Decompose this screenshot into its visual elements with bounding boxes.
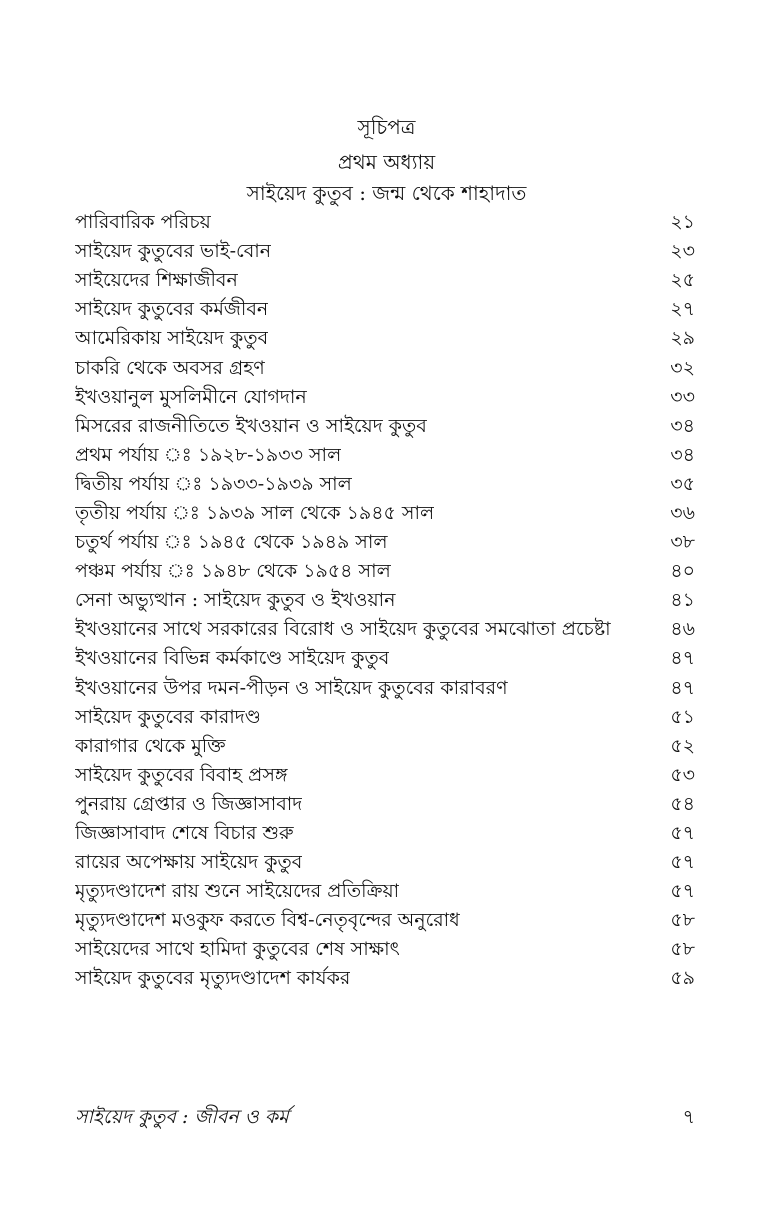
toc-entry-page: ৩৮ bbox=[670, 531, 695, 554]
toc-entry bbox=[75, 819, 695, 848]
toc-entry-title: জিজ্ঞাসাবাদ শেষে বিচার শুরু bbox=[75, 822, 294, 845]
toc-entry-title: পুনরায় গ্রেপ্তার ও জিজ্ঞাসাবাদ bbox=[75, 792, 303, 815]
toc-entry-title: সাইয়েদ কুতুবের কারাদণ্ড bbox=[75, 705, 261, 728]
toc-entry bbox=[75, 674, 695, 703]
toc-entry-title: সাইয়েদ কুতুবের কর্মজীবন bbox=[75, 298, 269, 321]
toc-entry-title: প্রথম পর্যায় ঃ ১৯২৮-১৯৩৩ সাল bbox=[75, 443, 342, 466]
toc-entry bbox=[75, 761, 695, 790]
toc-entry-page: ৪৭ bbox=[670, 647, 695, 670]
toc-entry-page: ৩৫ bbox=[670, 472, 695, 495]
toc-entry-page: ৫৭ bbox=[670, 822, 695, 845]
toc-entry-title: সেনা অভ্যুত্থান : সাইয়েদ কুতুব ও ইখওয়ান bbox=[75, 589, 396, 612]
toc-entry bbox=[75, 935, 695, 964]
toc-entry bbox=[75, 586, 695, 615]
footer-book-title: সাইয়েদ কুতুব : জীবন ও কর্ম bbox=[75, 1106, 289, 1128]
toc-entry-page: ৪৭ bbox=[670, 676, 695, 699]
chapter-heading: প্রথম অধ্যায় bbox=[337, 150, 436, 174]
table-of-contents bbox=[75, 208, 695, 994]
toc-entry-page: ২৫ bbox=[670, 269, 695, 292]
toc-entry-title: আমেরিকায় সাইয়েদ কুতুব bbox=[75, 327, 269, 350]
toc-entry bbox=[75, 383, 695, 412]
toc-entry bbox=[75, 790, 695, 819]
toc-entry-page: ৫৯ bbox=[670, 967, 695, 990]
toc-entry-page: ৪৬ bbox=[670, 618, 695, 641]
toc-entry bbox=[75, 237, 695, 266]
toc-entry bbox=[75, 441, 695, 470]
toc-entry bbox=[75, 499, 695, 528]
toc-entry-page: ৫২ bbox=[670, 734, 695, 757]
toc-entry-page: ৫১ bbox=[670, 705, 695, 728]
toc-entry bbox=[75, 877, 695, 906]
toc-entry-page: ৫৭ bbox=[670, 851, 695, 874]
toc-entry bbox=[75, 848, 695, 877]
toc-entry bbox=[75, 470, 695, 499]
toc-entry-title: সাইয়েদ কুতুবের ভাই-বোন bbox=[75, 240, 272, 263]
toc-entry bbox=[75, 615, 695, 644]
toc-entry-title: রায়ের অপেক্ষায় সাইয়েদ কুতুব bbox=[75, 851, 303, 874]
toc-entry-page: ৫৭ bbox=[670, 880, 695, 903]
toc-entry-title: ইখওয়ানের বিভিন্ন কর্মকাণ্ডে সাইয়েদ কুতুব bbox=[75, 647, 390, 670]
toc-entry-title: মৃত্যুদণ্ডাদেশ রায় শুনে সাইয়েদের প্রতিক্রিয়া bbox=[75, 880, 400, 903]
toc-entry-title: ইখওয়ানুল মুসলিমীনে যোগদান bbox=[75, 385, 307, 408]
toc-entry-title: কারাগার থেকে মুক্তি bbox=[75, 734, 226, 757]
toc-entry-title: মৃত্যুদণ্ডাদেশ মওকুফ করতে বিশ্ব-নেতৃবৃন্দের অনুরোধ bbox=[75, 909, 460, 932]
toc-entry bbox=[75, 732, 695, 761]
toc-entry-title: সাইয়েদের শিক্ষাজীবন bbox=[75, 269, 238, 292]
toc-entry-title: চতুর্থ পর্যায় ঃ ১৯৪৫ থেকে ১৯৪৯ সাল bbox=[75, 531, 388, 554]
toc-entry bbox=[75, 528, 695, 557]
toc-entry bbox=[75, 353, 695, 382]
toc-entry-page: ৪১ bbox=[670, 589, 695, 612]
toc-entry-page: ৩৪ bbox=[670, 443, 695, 466]
toc-entry bbox=[75, 295, 695, 324]
toc-entry-page: ৫৩ bbox=[670, 763, 695, 786]
toc-entry bbox=[75, 557, 695, 586]
toc-entry-page: ৩২ bbox=[670, 356, 695, 379]
toc-entry-title: দ্বিতীয় পর্যায় ঃ ১৯৩৩-১৯৩৯ সাল bbox=[75, 472, 352, 495]
toc-entry bbox=[75, 644, 695, 673]
toc-entry-page: ২৯ bbox=[670, 327, 695, 350]
toc-entry bbox=[75, 964, 695, 993]
toc-entry-title: মিসরের রাজনীতিতে ইখওয়ান ও সাইয়েদ কুতুব bbox=[75, 414, 427, 437]
toc-entry-page: ৫৮ bbox=[670, 909, 695, 932]
toc-entry-page: ৩৬ bbox=[670, 501, 695, 524]
toc-entry-title: সাইয়েদ কুতুবের বিবাহ প্রসঙ্গ bbox=[75, 763, 288, 786]
toc-entry-page: ৪০ bbox=[670, 560, 695, 583]
toc-entry-title: সাইয়েদ কুতুবের মৃত্যুদণ্ডাদেশ কার্যকর bbox=[75, 967, 351, 990]
toc-entry-page: ৫৮ bbox=[670, 938, 695, 961]
toc-entry-page: ২১ bbox=[670, 211, 695, 234]
toc-entry-page: ২৩ bbox=[670, 240, 695, 263]
toc-entry bbox=[75, 412, 695, 441]
toc-entry bbox=[75, 906, 695, 935]
toc-entry-title: পঞ্চম পর্যায় ঃ ১৯৪৮ থেকে ১৯৫৪ সাল bbox=[75, 560, 391, 583]
toc-entry-page: ৩৩ bbox=[670, 385, 695, 408]
toc-entry-page: ৫৪ bbox=[670, 792, 695, 815]
toc-entry-title: চাকরি থেকে অবসর গ্রহণ bbox=[75, 356, 265, 379]
toc-entry bbox=[75, 324, 695, 353]
toc-entry bbox=[75, 208, 695, 237]
toc-entry-page: ৩৪ bbox=[670, 414, 695, 437]
footer-page-number: ৭ bbox=[682, 1106, 695, 1128]
toc-entry-title: ইখওয়ানের সাথে সরকারের বিরোধ ও সাইয়েদ কুতুবের সমঝোতা প্রচেষ্টা bbox=[75, 618, 611, 641]
toc-entry-title: পারিবারিক পরিচয় bbox=[75, 211, 211, 234]
toc-entry bbox=[75, 266, 695, 295]
section-heading: সাইয়েদ কুতুব : জন্ম থেকে শাহাদাত bbox=[246, 181, 527, 205]
toc-entry-title: তৃতীয় পর্যায় ঃ ১৯৩৯ সাল থেকে ১৯৪৫ সাল bbox=[75, 501, 435, 524]
toc-entry-page: ২৭ bbox=[670, 298, 695, 321]
toc-entry-title: সাইয়েদের সাথে হামিদা কুতুবের শেষ সাক্ষাৎ bbox=[75, 938, 400, 961]
toc-entry bbox=[75, 703, 695, 732]
page-footer bbox=[75, 1104, 695, 1130]
toc-entry-title: ইখওয়ানের উপর দমন-পীড়ন ও সাইয়েদ কুতুবের কারাবরণ bbox=[75, 676, 508, 699]
page-title: সূচিপত্র bbox=[357, 115, 416, 139]
